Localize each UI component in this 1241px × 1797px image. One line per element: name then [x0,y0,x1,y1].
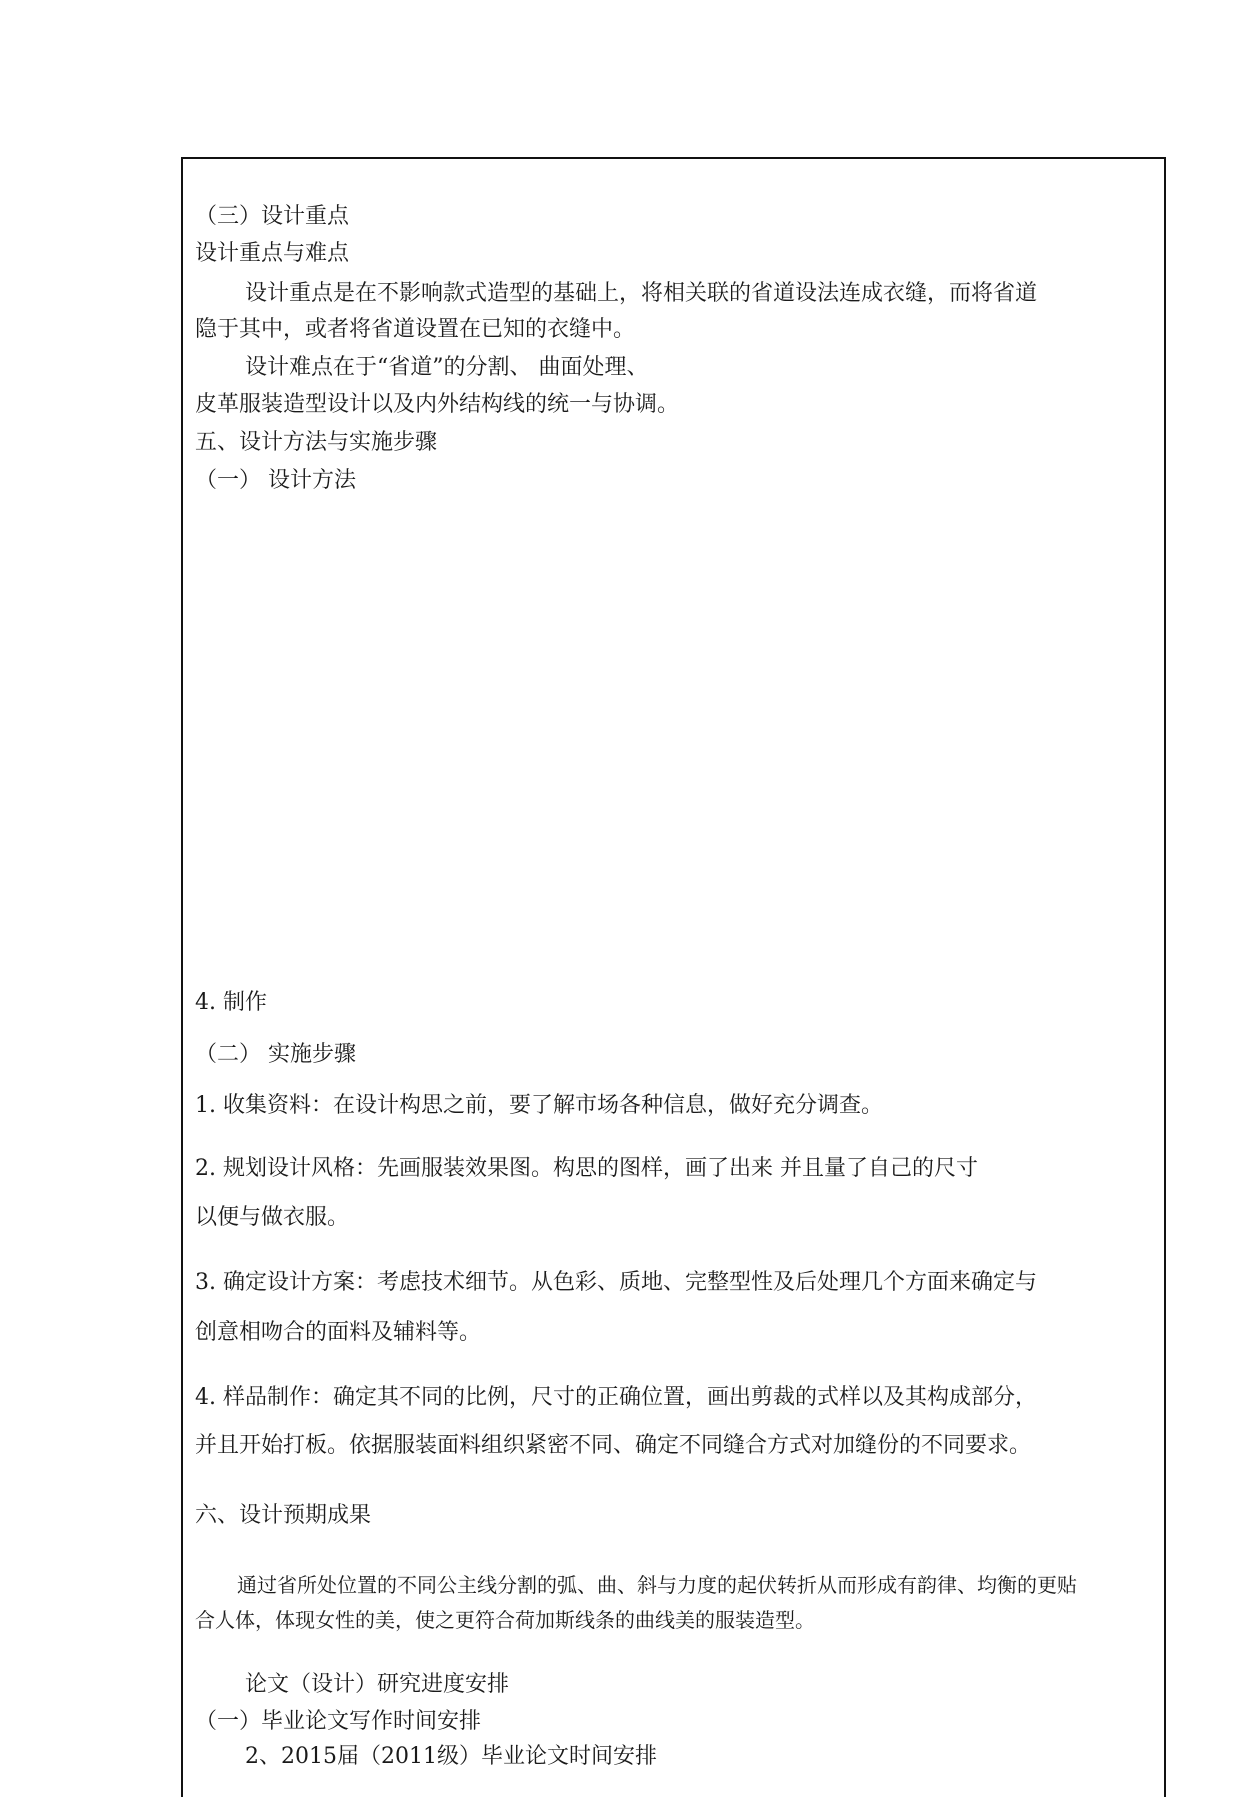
schedule-subheading-writing-time: （一）毕业论文写作时间安排 [195,1709,482,1734]
step-1-collect-materials: 1. 收集资料：在设计构思之前，要了解市场各种信息，做好充分调查。 [195,1093,883,1118]
section-heading-methods-steps: 五、设计方法与实施步骤 [195,430,438,455]
step-2-line-2: 以便与做衣服。 [195,1205,350,1230]
focus-paragraph-line-1: 设计重点是在不影响款式造型的基础上，将相关联的省道设法连成衣缝，而将省道 [245,281,1038,306]
difficulty-paragraph-line-1: 设计难点在于“省道”的分割、 曲面处理、 [245,355,649,380]
method-item-4-production: 4. 制作 [195,990,267,1015]
expected-results-line-2: 合人体，体现女性的美，使之更符合荷加斯线条的曲线美的服装造型。 [195,1608,815,1632]
schedule-partial-line: 2、2015届（2011级）毕业论文时间安排 [245,1744,657,1769]
focus-paragraph-line-2: 隐于其中，或者将省道设置在已知的衣缝中。 [195,317,636,342]
section-heading-expected-results: 六、设计预期成果 [195,1503,372,1528]
step-3-line-1: 3. 确定设计方案：考虑技术细节。从色彩、质地、完整型性及后处理几个方面来确定与 [195,1270,1037,1295]
step-4-line-2: 并且开始打板。依据服装面料组织紧密不同、确定不同缝合方式对加缝份的不同要求。 [195,1433,1032,1458]
step-2-line-1: 2. 规划设计风格：先画服装效果图。构思的图样，画了出来 并且量了自己的尺寸 [195,1156,978,1181]
schedule-heading: 论文（设计）研究进度安排 [245,1672,510,1697]
section-heading-design-focus: （三）设计重点 [195,204,350,229]
subheading-design-method: （一） 设计方法 [195,468,356,493]
difficulty-paragraph-line-2: 皮革服装造型设计以及内外结构线的统一与协调。 [195,392,680,417]
subheading-implementation-steps: （二） 实施步骤 [195,1042,356,1067]
expected-results-line-1: 通过省所处位置的不同公主线分割的弧、曲、斜与力度的起伏转折从而形成有韵律、均衡的更贴 [237,1573,1077,1597]
subheading-focus-difficulty: 设计重点与难点 [195,241,350,266]
step-3-line-2: 创意相吻合的面料及辅料等。 [195,1320,482,1345]
step-4-line-1: 4. 样品制作：确定其不同的比例，尺寸的正确位置，画出剪裁的式样以及其构成部分， [195,1385,1037,1410]
